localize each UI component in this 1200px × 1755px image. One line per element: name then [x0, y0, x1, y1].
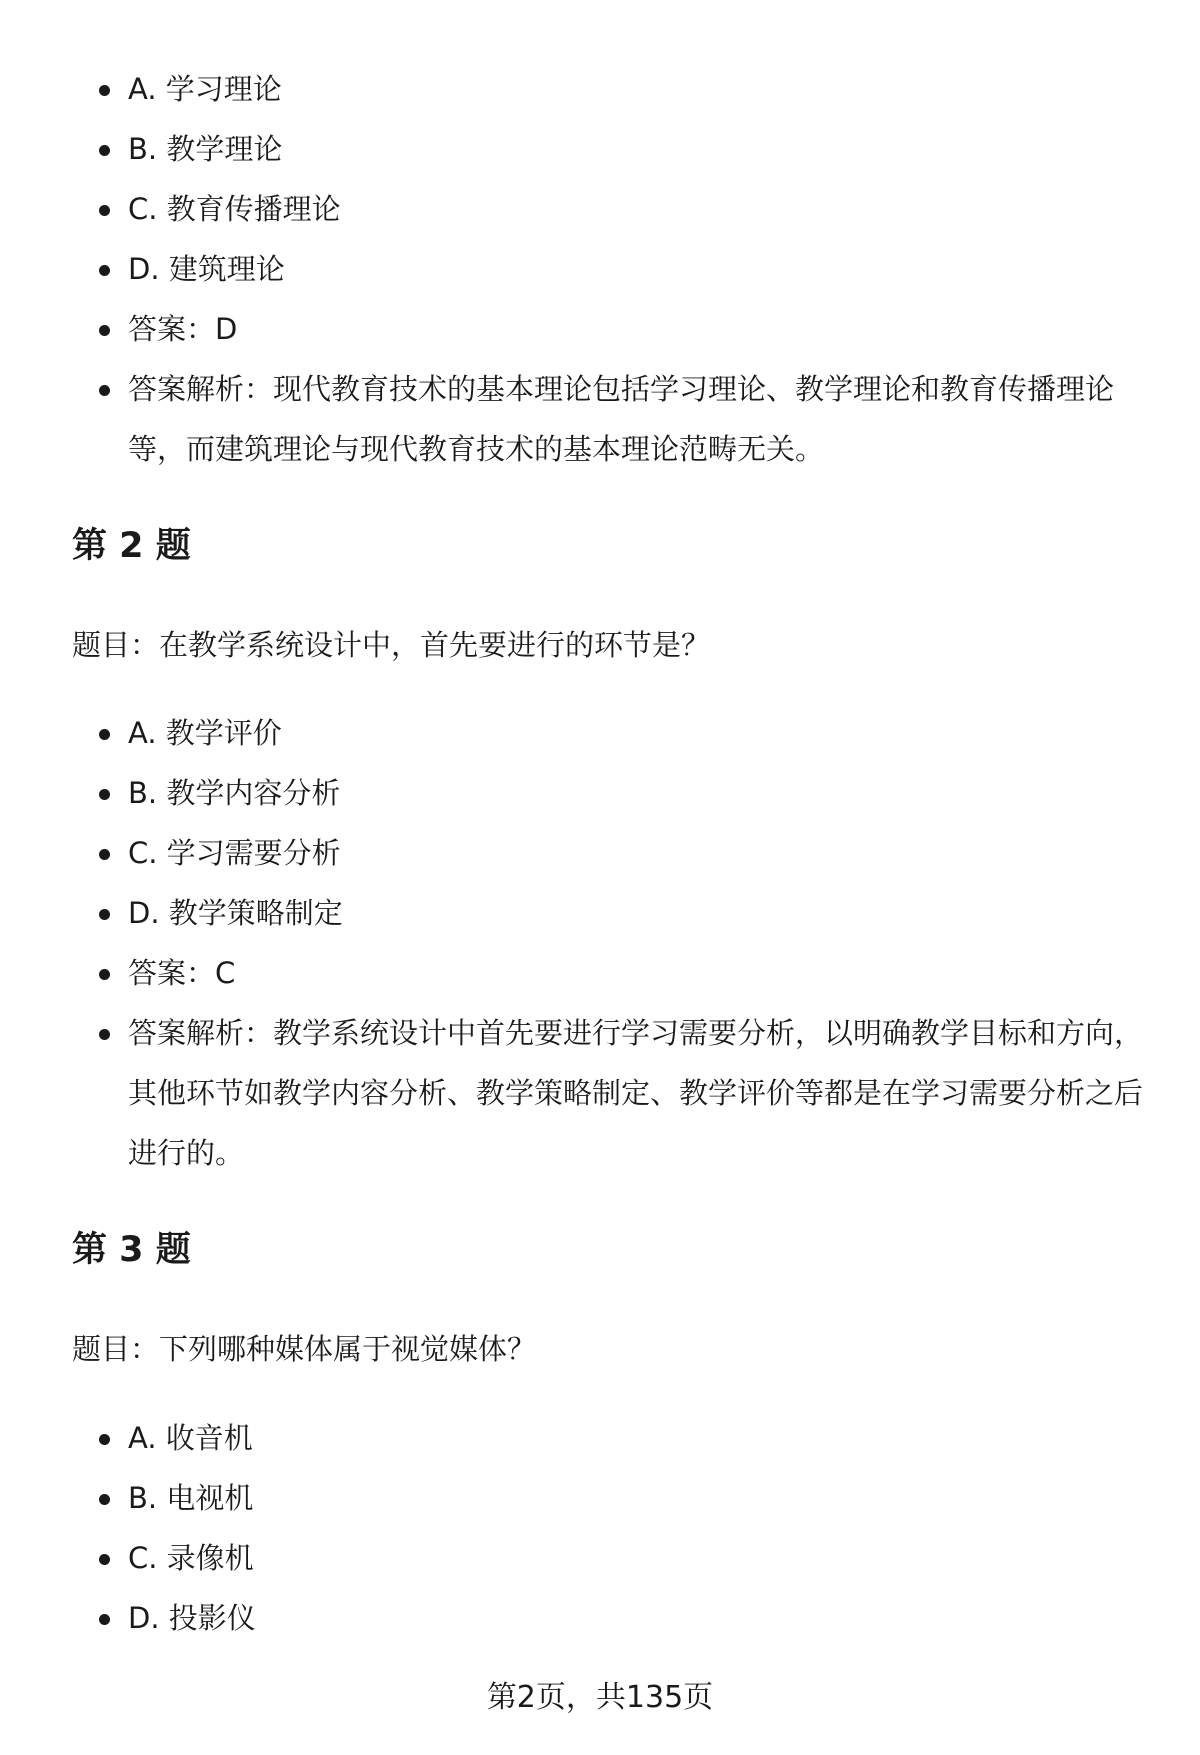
- question-1-options-list: [72, 59, 1157, 479]
- question-3-heading: 第 3 题: [72, 1230, 191, 1270]
- question-1-option-a: A. 学习理论: [72, 59, 1157, 119]
- question-1-option-b: B. 教学理论: [72, 119, 1157, 179]
- question-2-explanation: 答案解析：教学系统设计中首先要进行学习需要分析，以明确教学目标和方向，其他环节如教学内容分析、教学策略制定、教学评价等都是在学习需要分析之后进行的。: [72, 1003, 1157, 1183]
- page-indicator: 第2页，共135页: [486, 1680, 714, 1715]
- question-3-option-c: C. 录像机: [72, 1528, 1157, 1588]
- question-1-explanation: 答案解析：现代教育技术的基本理论包括学习理论、教学理论和教育传播理论等，而建筑理论与现代教育技术的基本理论范畴无关。: [72, 359, 1157, 479]
- question-2-option-c: C. 学习需要分析: [72, 823, 1157, 883]
- question-2-stem: 题目：在教学系统设计中，首先要进行的环节是？: [72, 628, 711, 662]
- question-3-option-b: B. 电视机: [72, 1468, 1157, 1528]
- question-2-option-b: B. 教学内容分析: [72, 763, 1157, 823]
- question-1-option-d: D. 建筑理论: [72, 239, 1157, 299]
- question-2-option-d: D. 教学策略制定: [72, 883, 1157, 943]
- question-1-answer: 答案：D: [72, 299, 1157, 359]
- question-3-stem: 题目：下列哪种媒体属于视觉媒体？: [72, 1332, 537, 1366]
- question-1-option-c: C. 教育传播理论: [72, 179, 1157, 239]
- question-2-options-list: [72, 703, 1157, 1183]
- question-2-answer: 答案：C: [72, 943, 1157, 1003]
- question-3-option-a: A. 收音机: [72, 1408, 1157, 1468]
- question-3-options-list: [72, 1408, 1157, 1648]
- question-3-option-d: D. 投影仪: [72, 1588, 1157, 1648]
- question-2-option-a: A. 教学评价: [72, 703, 1157, 763]
- question-2-heading: 第 2 题: [72, 526, 191, 566]
